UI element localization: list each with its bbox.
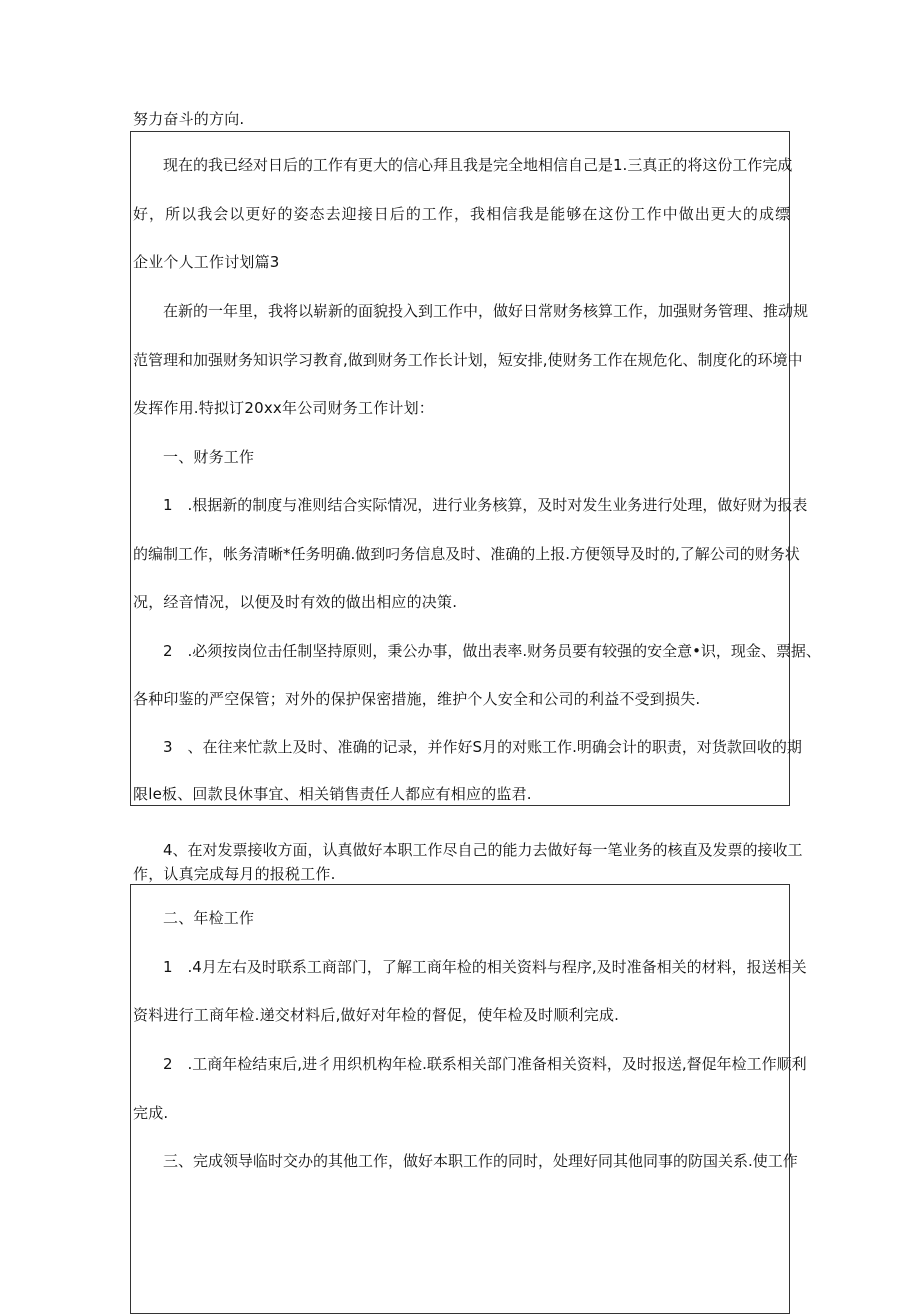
list-item-line: 的编制工作，帐务清晰*任务明确.做到叼务信息及时、准确的上报.方便领导及时的,了解公司的财务状 (133, 545, 800, 563)
paragraph-line: 范管理和加强财务知识学习教育,做到财务工作长计划，短安排,使财务工作在规危化、制度化的环境中 (133, 351, 803, 369)
list-item-line: 1 .根据新的制度与准则结合实际情况，进行业务核算，及时对发生业务进行处理，做好财为报表 (163, 496, 808, 514)
section-title: 三、完成领导临时交办的其他工作，做好本职工作的同时，处理好同其他同事的防国关系.使工作 (163, 1152, 798, 1170)
paragraph-line: 好，所以我会以更好的姿态去迎接日后的工作，我相信我是能够在这份工作中做出更大的成缥 (133, 205, 790, 223)
intro-line: 努力奋斗的方向. (133, 110, 245, 128)
list-item-line: 况，经音情况，以便及时有效的做出相应的决策. (133, 593, 458, 611)
paragraph-line: 发挥作用.特拟订20xx年公司财务工作计划： (133, 399, 435, 417)
section-heading: 企业个人工作讨划篇3 (133, 253, 280, 271)
list-item-line: 1 .4月左右及时联系工商部门，了解工商年检的相关资料与程序,及时准备相关的材料，报送相关 (163, 958, 807, 976)
list-item-line: 各种印鉴的严空保管；对外的保护保密措施，维护个人安全和公司的利益不受到损失. (133, 690, 701, 708)
list-item-line: 4、在对发票接收方面，认真做好本职工作尽自己的能力去做好每一笔业务的核直及发票的接收工 (163, 841, 803, 859)
list-item-line: 2 .工商年检结束后,进彳用织机构年检.联系相关部门准备相关资料，及时报送,督促年检工作顺利 (163, 1055, 807, 1073)
paragraph-line: 在新的一年里，我将以崭新的面貌投入到工作中，做好日常财务核算工作，加强财务管理、推动规 (163, 302, 809, 320)
list-item-line: 2 .必须按岗位击任制坚持原则，秉公办事，做出表率.财务员要有较强的安全意•识，现金、票据、 (163, 642, 821, 660)
list-item-line: 完成. (133, 1104, 169, 1122)
section-title: 二、年检工作 (163, 909, 255, 927)
paragraph-line: 现在的我已经对日后的工作有更大的信心拜且我是完全地相信自己是1.三真正的将这份工作完成 (163, 156, 793, 174)
list-item-line: 3 、在往来忙款上及时、准确的记录，并作好S月的对账工作.明确会计的职责，对货款回收的期 (163, 738, 802, 756)
section-title: 一、财务工作 (163, 448, 255, 466)
list-item-line: 作，认真完成每月的报税工作. (133, 865, 336, 883)
list-item-line: 限le板、回款艮休事宜、相关销售责任人都应有相应的监君. (133, 785, 532, 803)
content-box-2 (130, 884, 807, 1314)
list-item-line: 资料进行工商年检.递交材料后,做好对年检的督促，使年检及时顺利完成. (133, 1006, 620, 1024)
